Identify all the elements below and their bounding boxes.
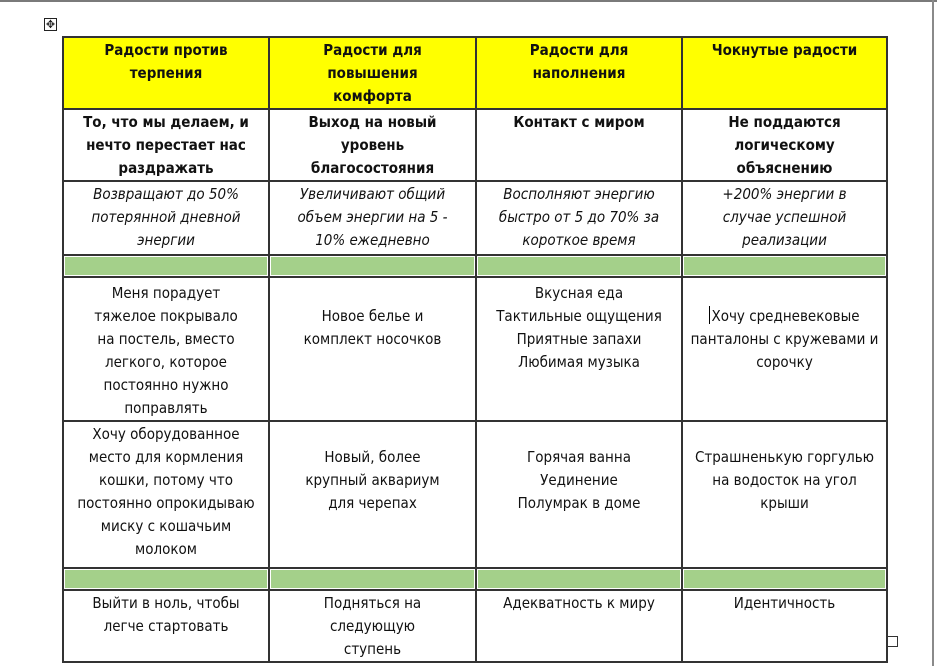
cell-line: Приятные запахи: [516, 330, 642, 348]
table-cell[interactable]: [682, 277, 887, 421]
cell-text: Меня порадует тяжелое покрывало на постель, вместо легкого, которое постоянно нужно поправлять: [94, 284, 238, 417]
cell-line: Тактильные ощущения: [496, 307, 662, 325]
cell-line: Горячая ванна: [527, 448, 631, 466]
cell-text: Восполняют энергию быстро от 5 до 70% за короткое время: [498, 185, 660, 249]
header-text: Чокнутые радости: [711, 41, 858, 59]
table-cell[interactable]: [63, 181, 269, 255]
summary-row: [63, 590, 887, 662]
separator-cell[interactable]: [63, 255, 269, 277]
example-row: [63, 277, 887, 421]
table-cell[interactable]: [269, 277, 476, 421]
separator-cell[interactable]: [269, 255, 476, 277]
joys-table: [62, 36, 888, 663]
cell-line: Любимая музыка: [518, 353, 640, 371]
separator-cell[interactable]: [682, 568, 887, 590]
table-cell[interactable]: [682, 181, 887, 255]
separator-cell[interactable]: [63, 568, 269, 590]
table-cell[interactable]: [63, 590, 269, 662]
cell-text: Контакт с миром: [513, 113, 645, 131]
cell-text: Выход на новый уровень благосостояния: [308, 113, 437, 177]
table-resize-handle-icon[interactable]: [887, 636, 898, 647]
cell-text: Не поддаются логическому объяснению: [728, 113, 841, 177]
table-cell[interactable]: [269, 109, 476, 181]
table-cell[interactable]: [269, 421, 476, 568]
energy-row: [63, 181, 887, 255]
cell-text: +200% энергии в случае успешной реализации: [722, 185, 847, 249]
separator-row: [63, 568, 887, 590]
header-text: Радости против терпения: [104, 41, 228, 82]
table-cell[interactable]: [63, 421, 269, 568]
separator-cell[interactable]: [269, 568, 476, 590]
header-cell[interactable]: [476, 37, 682, 109]
table-cell[interactable]: [476, 421, 682, 568]
cell-text: Адекватность к миру: [503, 594, 655, 612]
table-cell[interactable]: [476, 181, 682, 255]
window-right-border: [932, 0, 934, 666]
cell-text: Хочу средневековые панталоны с кружевами и сорочку: [690, 307, 879, 371]
table-cell[interactable]: [269, 181, 476, 255]
table-move-handle-icon[interactable]: ✥: [45, 18, 56, 31]
cell-line: Вкусная еда: [534, 284, 624, 302]
cell-text: Страшненькую горгулью на водосток на угол крыши: [694, 448, 875, 512]
separator-row: [63, 255, 887, 277]
header-text: Радости для наполнения: [529, 41, 629, 82]
window-top-border: [0, 0, 937, 2]
cell-text: Идентичность: [733, 594, 836, 612]
table-cell[interactable]: [682, 590, 887, 662]
header-row: [63, 37, 887, 109]
cell-text: Выйти в ноль, чтобы легче стартовать: [92, 594, 240, 635]
table-cell[interactable]: [682, 421, 887, 568]
example-row: [63, 421, 887, 568]
separator-cell[interactable]: [476, 255, 682, 277]
cell-line: Полумрак в доме: [517, 494, 641, 512]
cell-text: Возвращают до 50% потерянной дневной энергии: [91, 185, 241, 249]
cell-line: Уединение: [540, 471, 618, 489]
cell-text: Новое белье и комплект носочков: [303, 307, 442, 348]
header-cell[interactable]: [269, 37, 476, 109]
table-cell[interactable]: [476, 109, 682, 181]
cell-text: Увеличивают общий объем энергии на 5 - 10% ежедневно: [297, 185, 448, 249]
header-cell[interactable]: [63, 37, 269, 109]
table-cell[interactable]: [63, 109, 269, 181]
table-cell[interactable]: [476, 277, 682, 421]
cell-text: Подняться на следующую ступень: [323, 594, 422, 658]
cell-text: Хочу оборудованное место для кормления кошки, потому что постоянно опрокидываю миску с кошачьим молоком: [77, 425, 255, 558]
header-text: Радости для повышения комфорта: [323, 41, 422, 105]
separator-cell[interactable]: [682, 255, 887, 277]
cell-text: Новый, более крупный аквариум для черепах: [305, 448, 440, 512]
separator-cell[interactable]: [476, 568, 682, 590]
table-cell[interactable]: [682, 109, 887, 181]
table-cell[interactable]: [63, 277, 269, 421]
header-cell[interactable]: [682, 37, 887, 109]
table-cell[interactable]: [476, 590, 682, 662]
description-row: [63, 109, 887, 181]
cell-text: То, что мы делаем, и нечто перестает нас раздражать: [83, 113, 249, 177]
table-cell[interactable]: [269, 590, 476, 662]
